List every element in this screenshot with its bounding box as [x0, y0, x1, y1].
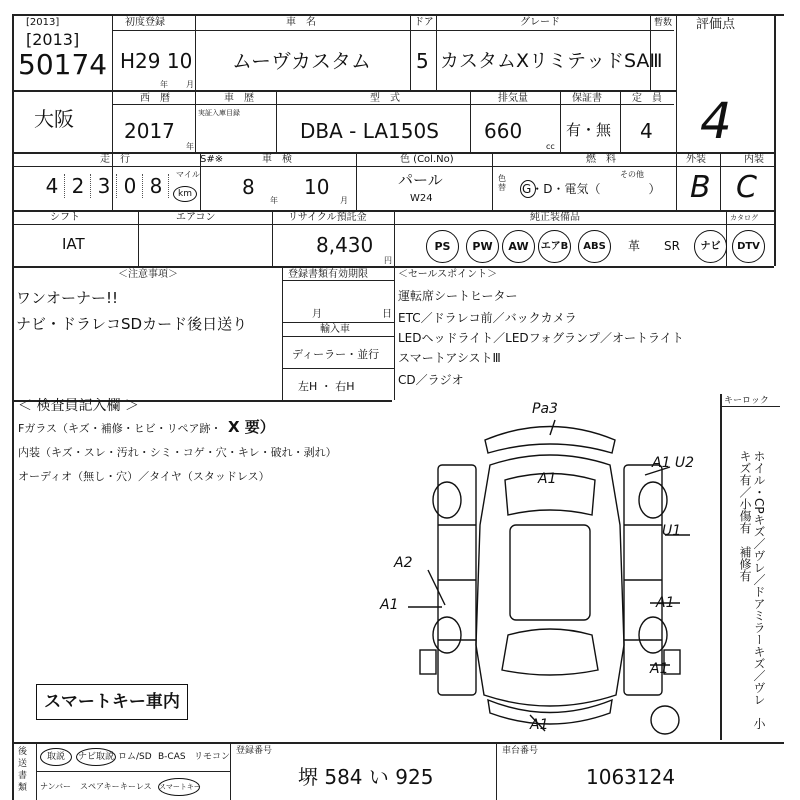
row3-bottom: [12, 210, 774, 212]
doc-line-1: [282, 280, 394, 281]
wheel-fr: [639, 617, 667, 653]
mark-a1-rear: A1: [538, 471, 557, 487]
car-name-label: 車 名: [286, 17, 316, 28]
footer-mid-line: [36, 771, 230, 772]
inspection-label: 車 検: [262, 154, 292, 165]
sales-point-4: スマートアシストⅢ: [398, 351, 501, 365]
mark-a1-u2: A1 U2: [652, 455, 695, 471]
capacity-label: 定 員: [632, 93, 662, 104]
grade: カスタムXリミテッドSAⅢ: [440, 50, 663, 72]
region: 大阪: [34, 107, 74, 131]
frame-right-top: [774, 14, 776, 266]
rear-bumper-shape: [485, 427, 615, 454]
score-value: 4: [700, 92, 732, 150]
spare-circle: [651, 706, 679, 734]
mileage-digit: 3: [92, 174, 117, 198]
insp-left-line: [12, 388, 14, 742]
displacement-label: 排気量: [498, 93, 528, 104]
type: DBA - LA150S: [300, 119, 439, 143]
row3-sub-line: [12, 166, 774, 167]
interior-grade: C: [736, 170, 757, 205]
color: パール: [398, 171, 443, 189]
equip-airbag: エアB: [538, 230, 571, 263]
insp-right-line: [720, 394, 722, 740]
doors-label: ドア: [414, 17, 434, 28]
reg-number-label: 登録番号: [236, 746, 273, 756]
v-470: [470, 90, 471, 152]
body-outline: [476, 455, 624, 706]
car-diagram: [380, 395, 720, 745]
aircon-label: エアコン: [176, 212, 216, 223]
chassis: 1063124: [586, 765, 676, 789]
sales-point-2: ETC／ドラレコ前／バックカメラ: [398, 311, 577, 325]
doc-expiry-label: 登録書類有効期限: [288, 269, 368, 280]
history-note: 実証入庫目録: [198, 109, 240, 117]
doc-bcas: B-CAS: [158, 752, 186, 762]
cc-unit: cc: [546, 142, 555, 151]
exterior-label: 外装: [686, 154, 706, 165]
doc-line-3: [282, 336, 394, 337]
doc-chars: 後 送 書 類: [18, 747, 28, 793]
inspection-title: ＜ 検査員記入欄 ＞: [18, 398, 139, 414]
footer-v-230: [230, 742, 231, 800]
doc-day: 日: [382, 309, 392, 320]
recycle-label: リサイクル預託金: [288, 212, 367, 223]
glass-line: Fガラス（キズ・補修・ヒビ・リペア跡・: [18, 422, 222, 435]
equip-dtv: DTV: [732, 230, 765, 263]
year-code: [2013]: [26, 17, 60, 28]
row4-bottom: [12, 266, 774, 268]
exterior-grade: B: [690, 170, 711, 205]
keylock-label: キーロック: [724, 396, 769, 406]
mark-pa3: Pa3: [532, 401, 558, 417]
lot-number: 50174: [18, 48, 108, 81]
doc-spare-key: スペアキー: [80, 782, 120, 791]
equip-abs: ABS: [578, 230, 611, 263]
smart-key-note: スマートキー車内: [36, 684, 188, 720]
v-676: [676, 14, 677, 210]
hdr-sub-line: [112, 30, 674, 31]
fuel-other: その他: [620, 170, 644, 179]
interior-line: 内装（キズ・スレ・汚れ・シミ・コゲ・穴・キレ・破れ・剥れ）: [18, 446, 337, 459]
footer-top: [12, 742, 784, 744]
model-year: 2017: [124, 119, 175, 143]
frame-left: [12, 14, 14, 400]
sales-point-1: 運転席シートヒーター: [398, 289, 518, 303]
equip-navi: ナビ: [694, 230, 727, 263]
reg-number: 堺 584 い 925: [298, 765, 434, 789]
v-notes-282: [282, 266, 283, 400]
equip-sr: SR: [664, 239, 680, 253]
sales-point-3: LEDヘッドライト／LEDフォグランプ／オートライト: [398, 331, 684, 345]
wheel-rl: [433, 482, 461, 518]
v-560: [560, 90, 561, 152]
v3-356: [356, 152, 357, 210]
inspection-month-suffix: 月: [340, 196, 348, 205]
v4-138: [138, 210, 139, 266]
history-label: 車 歴: [224, 93, 254, 104]
color-change: 色替: [498, 174, 506, 192]
month-suffix: 月: [186, 80, 194, 89]
displacement: 660: [484, 119, 523, 143]
mileage-digit: 4: [40, 174, 65, 198]
mark-a1-front: A1: [530, 717, 549, 733]
doc-rom: ロム/SD: [118, 752, 152, 762]
model-year-label: 西 暦: [140, 93, 170, 104]
score-label: 評価点: [696, 17, 736, 32]
v-410: [410, 14, 411, 90]
chassis-label: 車台番号: [502, 746, 539, 756]
shift: IAT: [62, 235, 85, 253]
doc-line-4: [282, 368, 394, 369]
mark-a2: A2: [394, 555, 413, 571]
doors: 5: [416, 49, 429, 73]
car-name: ムーヴカスタム: [232, 49, 371, 73]
row4-sub-line: [12, 224, 774, 225]
interior-label: 内装: [744, 154, 764, 165]
frame-top: [12, 14, 784, 16]
doc-navi-manual: ナビ取説: [76, 748, 116, 766]
doc-manual: 取説: [40, 748, 72, 766]
catalog-label: カタログ: [730, 214, 758, 222]
mark-u1: U1: [662, 523, 682, 539]
shift-label: シフト: [50, 212, 80, 223]
capacity: 4: [640, 119, 653, 143]
caution-label: ＜注意事項＞: [118, 269, 178, 280]
warranty-label: 保証書: [572, 93, 602, 104]
year-suffix: 年: [160, 80, 168, 89]
fuel-circle: [520, 180, 536, 198]
wheel-fl: [433, 617, 461, 653]
mileage-digit: 2: [66, 174, 91, 198]
sales-label: ＜セールスポイント＞: [398, 269, 498, 280]
mileage-digit: 8: [144, 174, 169, 198]
mileage-label: 走 行: [100, 154, 130, 165]
wheel-rr: [639, 482, 667, 518]
footer-v-496: [496, 742, 497, 800]
doc-smart-key: スマートキー: [158, 778, 200, 796]
warranty: 有・無: [566, 121, 612, 139]
v4-726: [726, 210, 727, 266]
mark-a1-right: A1: [656, 595, 675, 611]
equip-aw: AW: [502, 230, 535, 263]
doc-number: ナンバー: [40, 782, 72, 791]
fuel-label: 燃 料: [586, 154, 616, 165]
v-195: [195, 14, 196, 152]
v4-272: [272, 210, 273, 266]
glass-mark: X 要）: [228, 418, 275, 436]
import-label: 輸入車: [320, 324, 350, 335]
v3-492: [492, 152, 493, 210]
first-reg-label: 初度登録: [125, 17, 165, 28]
mileage-digit: 0: [118, 174, 143, 198]
front-bumper-shape: [488, 700, 612, 724]
inspection-year: 8: [242, 175, 255, 199]
dealer: ディーラー・並行: [292, 348, 380, 361]
caution-line-1: ワンオーナー!!: [16, 289, 119, 307]
doc-keyless: キーレス: [120, 782, 152, 791]
yen-unit: 円: [384, 256, 392, 265]
score-mini-label: 暫数: [654, 18, 673, 28]
mileage-mark: S#※: [200, 154, 224, 165]
mark-a1-left: A1: [380, 597, 399, 613]
v4-394: [394, 210, 395, 400]
equip-pw: PW: [466, 230, 499, 263]
color-label: 色 (Col.No): [400, 154, 454, 165]
caution-line-2: ナビ・ドラレコSDカード後日送り: [16, 315, 248, 333]
km-unit: km: [173, 186, 197, 202]
mark-a1-right-front: A1: [650, 661, 669, 677]
audio-line: オーディオ（無し・穴）／タイヤ（スタッドレス）: [18, 470, 270, 483]
doc-month: 月: [312, 309, 322, 320]
v-276: [276, 90, 277, 152]
year-code-text: [2013]: [26, 30, 80, 49]
mirror-left: [420, 650, 436, 674]
grade-label: グレード: [520, 17, 560, 28]
v3-720: [720, 152, 721, 210]
keylock-line: [720, 406, 780, 407]
recycle: 8,430: [316, 233, 374, 257]
v-620: [620, 90, 621, 152]
equipment-label: 純正装備品: [530, 212, 580, 223]
footer-left: [12, 742, 14, 800]
mile-label: マイル: [176, 170, 200, 179]
year-suffix-2: 年: [186, 142, 194, 151]
doc-remote: リモコン: [194, 752, 231, 762]
color-code: W24: [410, 193, 433, 204]
inspection-year-suffix: 年: [270, 196, 278, 205]
roof: [510, 525, 590, 620]
equip-ps: PS: [426, 230, 459, 263]
row2-sub-line: [112, 104, 674, 105]
sales-point-5: CD／ラジオ: [398, 373, 464, 387]
side-notes: ホイル・CPキズ／ヴレ／ドアミラーキズ／ヴレ 小キズ有／小傷有 補修有: [738, 450, 766, 730]
type-label: 型 式: [370, 93, 400, 104]
doc-line-2: [282, 322, 394, 323]
v-436: [436, 14, 437, 90]
inspection-month: 10: [304, 175, 330, 199]
windshield: [502, 629, 598, 675]
fuel: G・D・電気（ ）: [522, 182, 661, 196]
first-reg-value: H29 10: [120, 49, 193, 73]
handle: 左H ・ 右H: [298, 380, 355, 393]
equip-leather: 革: [627, 239, 640, 253]
